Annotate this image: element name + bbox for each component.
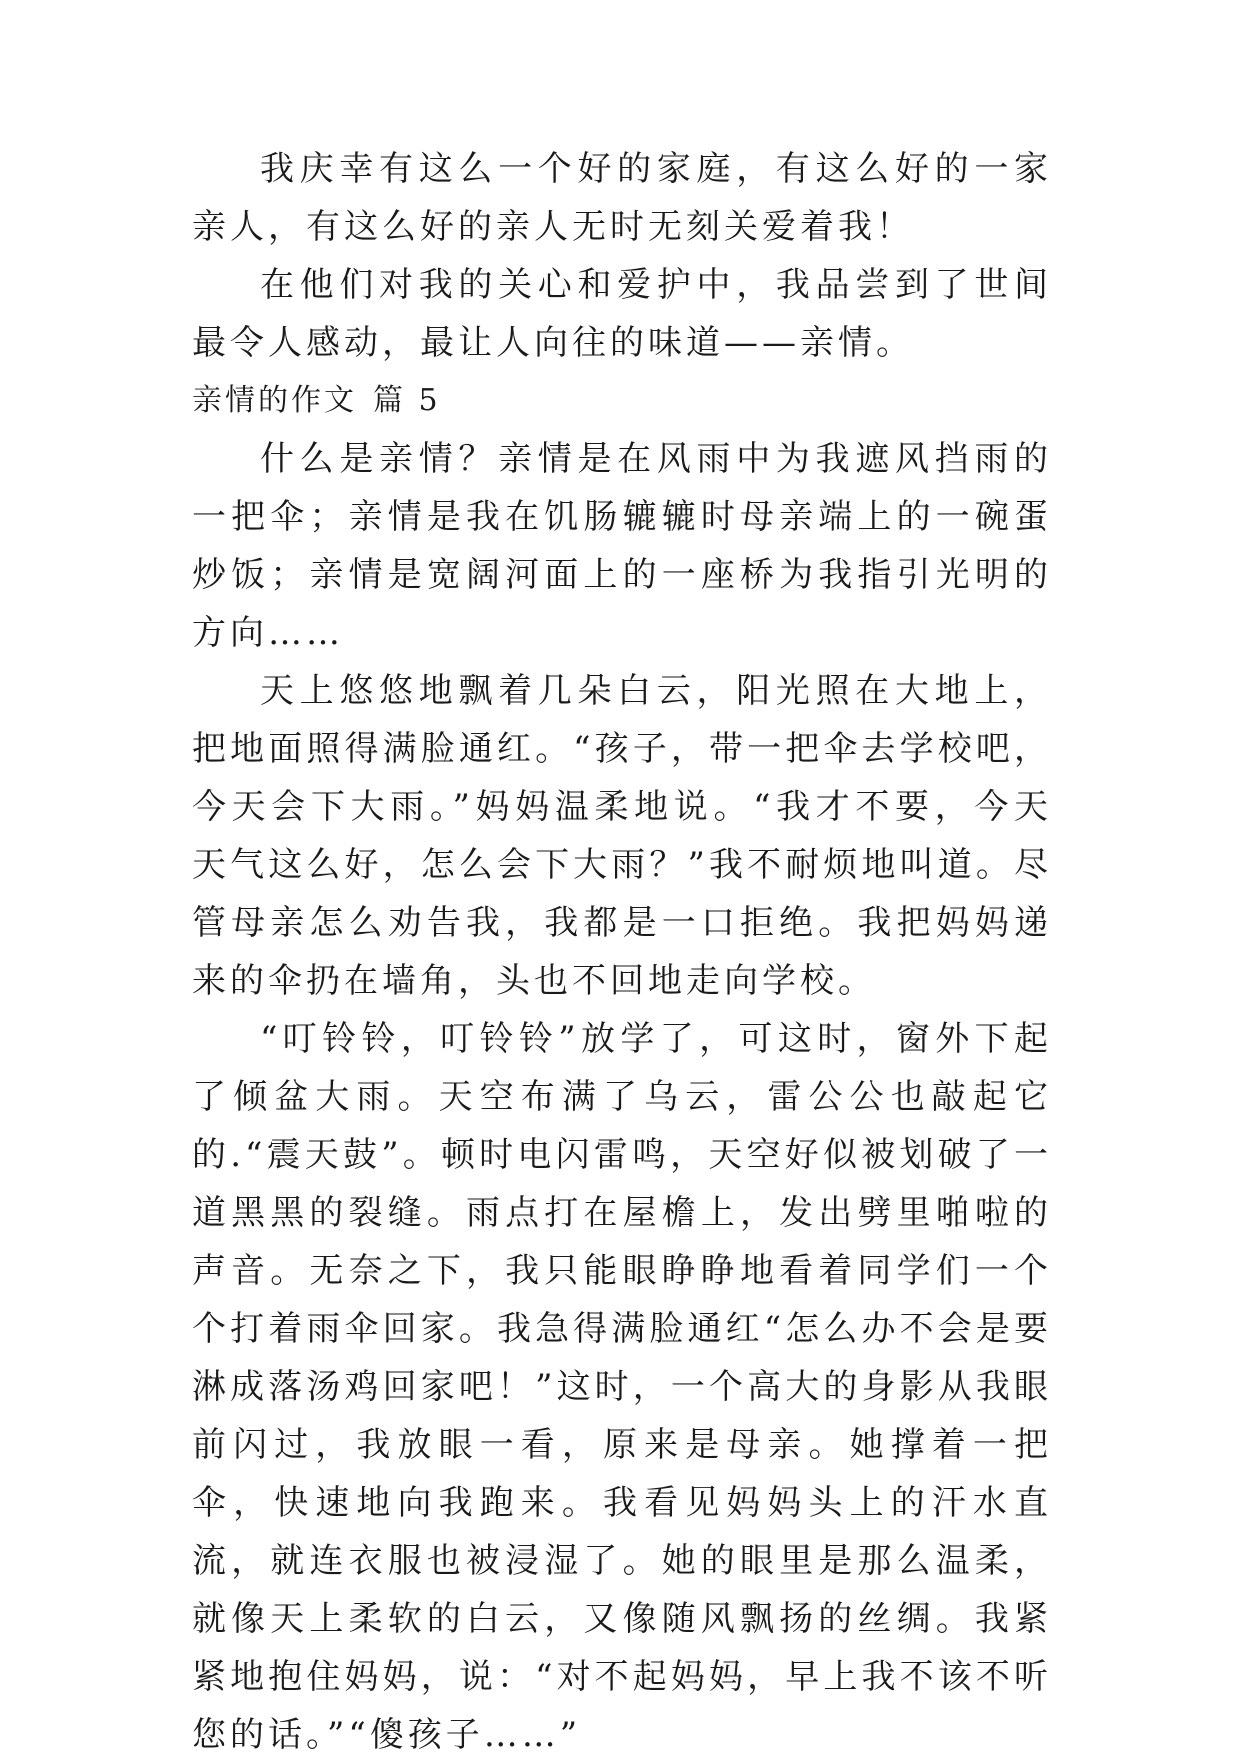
section-title: 亲情的作文 xyxy=(192,383,357,418)
section-number: 篇 5 xyxy=(373,383,441,418)
paragraph-3: 什么是亲情？亲情是在风雨中为我遮风挡雨的一把伞；亲情是我在饥肠辘辘时母亲端上的一碗蛋炒饭；亲情是宽阔河面上的一座桥为我指引光明的方向…… xyxy=(192,439,1052,653)
paragraph-4: 天上悠悠地飘着几朵白云，阳光照在大地上，把地面照得满脸通红。“孩子，带一把伞去学校吧，今天会下大雨。”妈妈温柔地说。“我才不要，今天天气这么好，怎么会下大雨？”我不耐烦地叫道。尽管母亲怎么劝告我，我都是一口拒绝。我把妈妈递来的伞扔在墙角，头也不回地走向学校。 xyxy=(192,671,1052,1001)
paragraph-2: 在他们对我的关心和爱护中，我品尝到了世间最令人感动，最让人向往的味道——亲情。 xyxy=(192,265,1052,363)
section-heading xyxy=(192,372,1052,430)
paragraph-5: “叮铃铃，叮铃铃”放学了，可这时，窗外下起了倾盆大雨。天空布满了乌云，雷公公也敲起它的.“震天鼓”。顿时电闪雷鸣，天空好似被划破了一道黑黑的裂缝。雨点打在屋檐上，发出劈里啪啦的声音。无奈之下，我只能眼睁睁地看着同学们一个个打着雨伞回家。我急得满脸通红“怎么办不会是要淋成落汤鸡回家吧！”这时，一个高大的身影从我眼前闪过，我放眼一看，原来是母亲。她撑着一把伞，快速地向我跑来。我看见妈妈头上的汗水直流，就连衣服也被浸湿了。她的眼里是那么温柔，就像天上柔软的白云，又像随风飘扬的丝绸。我紧紧地抱住妈妈，说：“对不起妈妈，早上我不该不听您的话。”“傻孩子……” xyxy=(192,1019,1052,1755)
paragraph-1: 我庆幸有这么一个好的家庭，有这么好的一家亲人，有这么好的亲人无时无刻关爱着我！ xyxy=(192,149,1052,247)
document-body xyxy=(192,140,1052,1764)
